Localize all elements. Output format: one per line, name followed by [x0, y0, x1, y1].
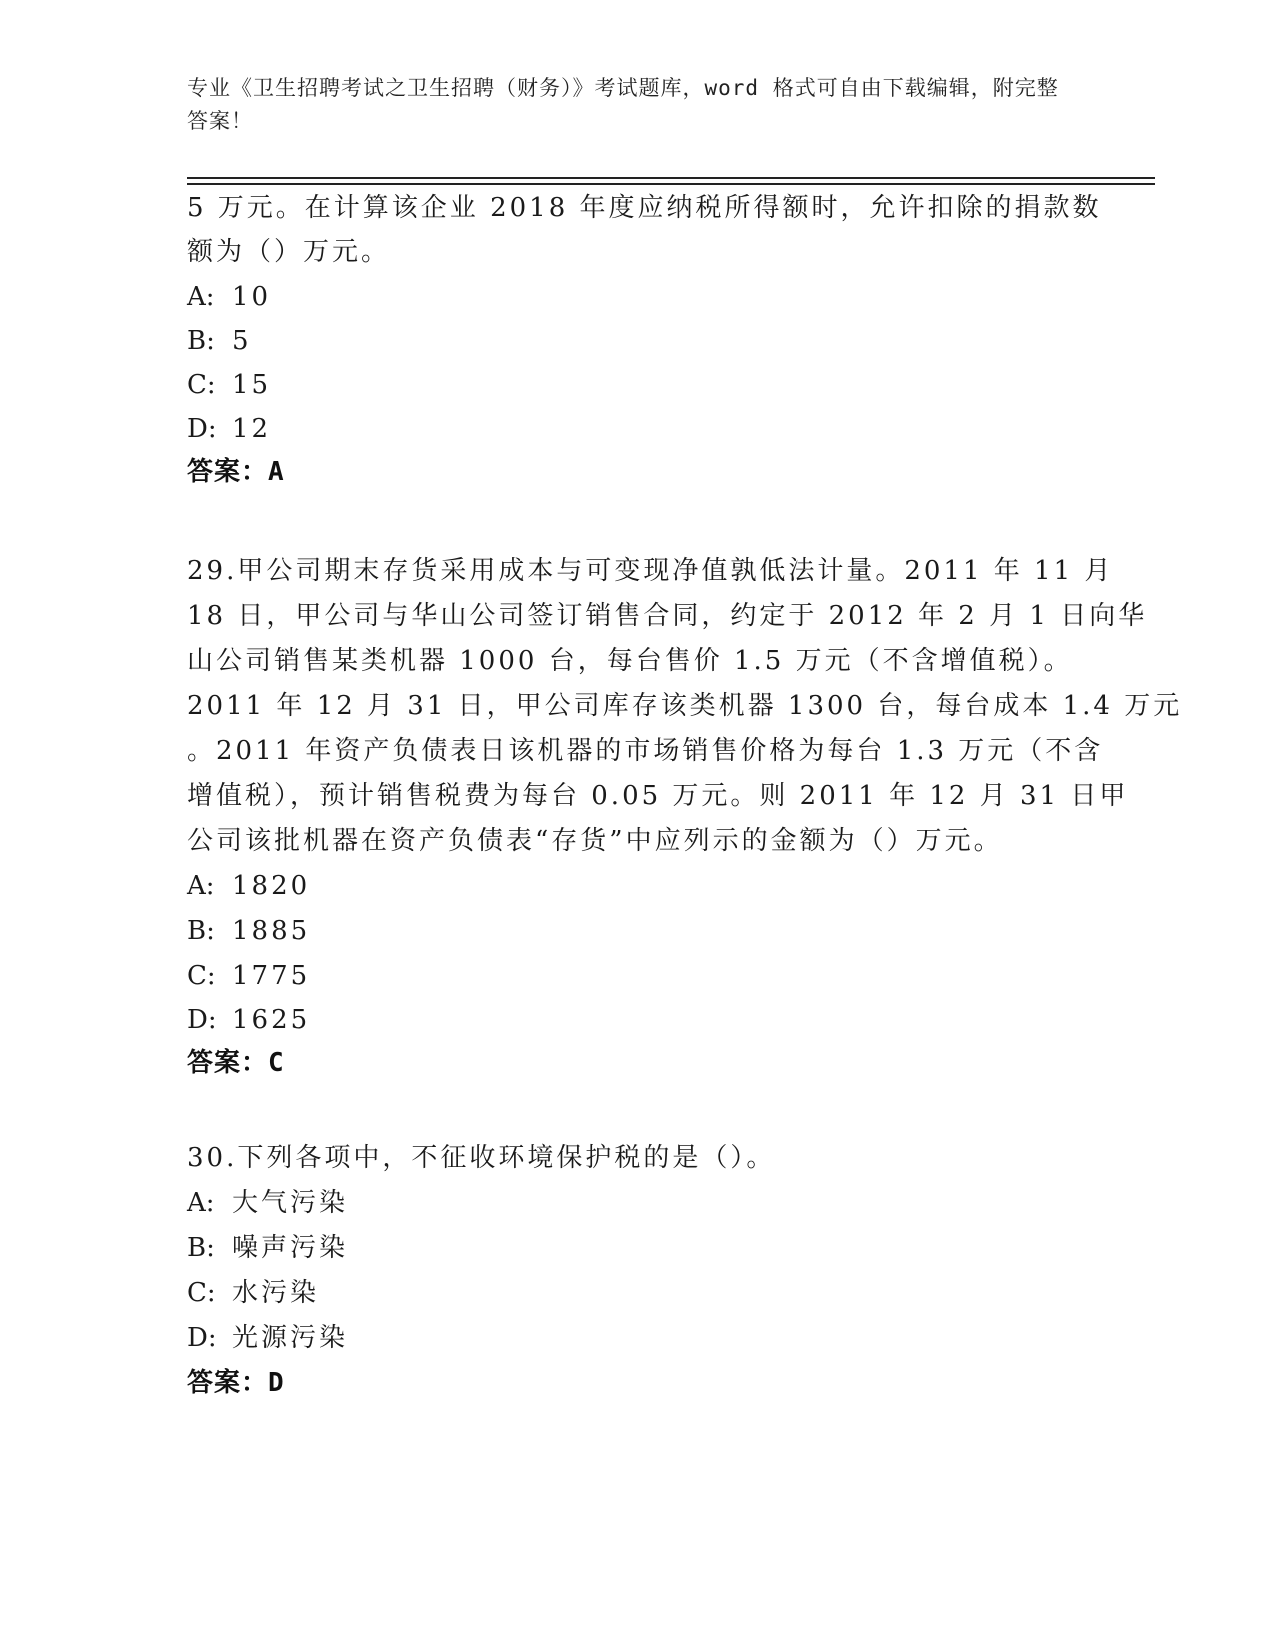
header-rule-bottom: [187, 183, 1155, 185]
option-value: 水污染: [232, 1278, 320, 1308]
q29-answer: [187, 1047, 285, 1079]
option-value: 大气污染: [232, 1188, 349, 1218]
document-header: 专业《卫生招聘考试之卫生招聘（财务）》考试题库，word 格式可自由下载编辑，附完整答案！: [187, 76, 1059, 133]
option-value: 15: [232, 370, 272, 400]
option-value: 12: [232, 414, 272, 444]
q29-stem-line: 。2011 年资产负债表日该机器的市场销售价格为每台 1.3 万元（不含: [187, 736, 1104, 766]
option-key: B:: [187, 1233, 215, 1263]
answer-value: A: [268, 457, 285, 487]
q29-stem-line: 2011 年 12 月 31 日，甲公司库存该类机器 1300 台，每台成本 1.4 万元: [187, 691, 1183, 721]
q29-stem-line: 增值税），预计销售税费为每台 0.05 万元。则 2011 年 12 月 31 日甲: [187, 781, 1129, 811]
header-rule-top: [187, 177, 1155, 179]
q28-option-a: [187, 281, 271, 313]
q29-stem-line: 18 日，甲公司与华山公司签订销售合同，约定于 2012 年 2 月 1 日向华: [187, 601, 1148, 631]
option-value: 光源污染: [232, 1323, 349, 1353]
option-key: D:: [187, 1323, 217, 1353]
answer-label: 答案：: [187, 1048, 269, 1078]
q29-option-a: [187, 870, 310, 902]
q29-option-d: [187, 1004, 310, 1036]
answer-value: D: [268, 1368, 285, 1398]
q28-stem-line: 5 万元。在计算该企业 2018 年度应纳税所得额时，允许扣除的捐款数: [187, 193, 1102, 223]
option-value: 1775: [232, 961, 311, 991]
answer-label: 答案：: [187, 457, 269, 487]
option-key: A:: [187, 282, 215, 312]
q28-option-c: [187, 369, 271, 401]
option-value: 1820: [232, 871, 311, 901]
option-value: 5: [232, 326, 252, 356]
option-key: C:: [187, 1278, 216, 1308]
q28-option-d: [187, 413, 271, 445]
q29-stem-line: 公司该批机器在资产负债表“存货”中应列示的金额为（）万元。: [187, 826, 1003, 856]
q30-option-d: [187, 1322, 348, 1354]
q29-stem-line: 山公司销售某类机器 1000 台，每台售价 1.5 万元（不含增值税）。: [187, 646, 1073, 676]
option-value: 10: [232, 282, 272, 312]
answer-label: 答案：: [187, 1368, 269, 1398]
q30-stem-line: 30.下列各项中，不征收环境保护税的是（）。: [187, 1143, 776, 1173]
answer-value: C: [268, 1048, 285, 1078]
q29-stem-line: 29.甲公司期末存货采用成本与可变现净值孰低法计量。2011 年 11 月: [187, 556, 1114, 586]
q30-option-c: [187, 1277, 319, 1309]
q29-option-c: [187, 960, 310, 992]
option-value: 1885: [232, 916, 311, 946]
q28-answer: [187, 456, 285, 488]
option-key: A:: [187, 1188, 215, 1218]
option-key: B:: [187, 326, 215, 356]
option-key: B:: [187, 916, 215, 946]
option-key: D:: [187, 1005, 217, 1035]
option-key: C:: [187, 370, 216, 400]
q28-stem-line: 额为（）万元。: [187, 237, 391, 267]
q30-answer: [187, 1367, 285, 1399]
q30-option-b: [187, 1232, 348, 1264]
q28-option-b: [187, 325, 252, 357]
option-key: A:: [187, 871, 215, 901]
option-key: D:: [187, 414, 217, 444]
option-key: C:: [187, 961, 216, 991]
q30-option-a: [187, 1187, 348, 1219]
option-value: 噪声污染: [232, 1233, 349, 1263]
q29-option-b: [187, 915, 310, 947]
option-value: 1625: [232, 1005, 311, 1035]
